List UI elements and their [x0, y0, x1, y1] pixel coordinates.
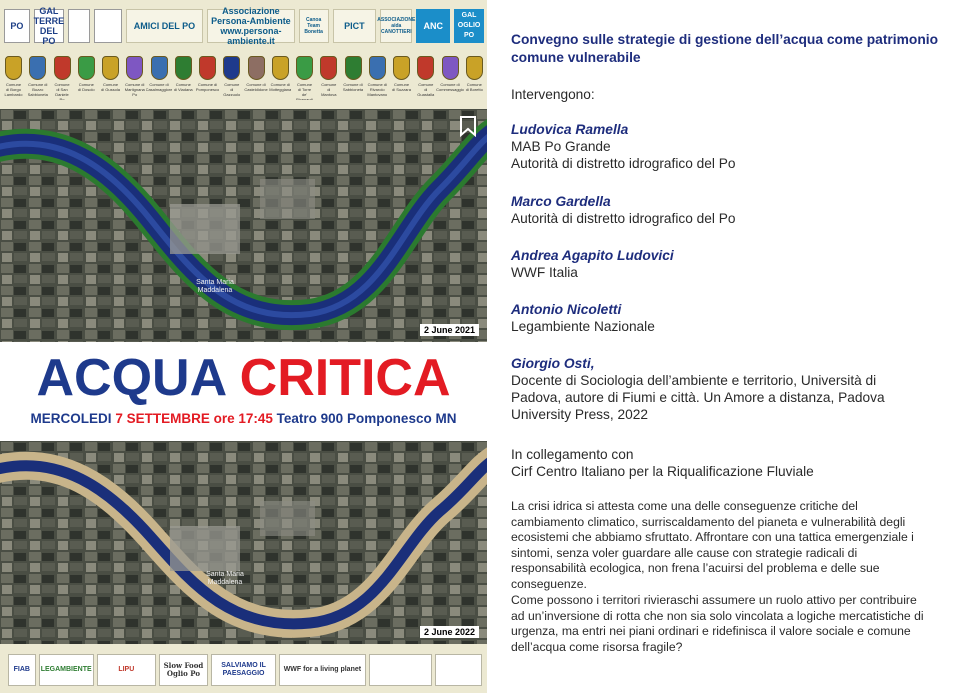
event-details — [0, 411, 487, 426]
bridge-logo — [369, 654, 432, 686]
crest-label: Comune di Commessaggio — [436, 82, 464, 92]
municipality-crest — [465, 56, 484, 106]
speaker-block — [511, 301, 655, 335]
speaker-affiliation: Docente di Sociologia dell’ambiente e territorio, Università di Padova, autore di Fiumi e città. Un Amore a distanza, Padova University Press, 2022 — [511, 373, 885, 422]
description-paragraph-1: La crisi idrica si attesta come una delle conseguenze critiche del cambiamento climatico, surriscaldamento del pianeta e vulnerabilità degli ecosistemi che abbiamo sfruttato. Affrontare con una tattica emergenziale i sintomi, senza voler guardare alle cause con strategie radicali di responsabilità ecologica, non frena l’acuirsi del problema e delle sue conseguenze. — [511, 499, 914, 591]
municipality-crest — [28, 56, 47, 106]
gal-terre-del-po-logo: GAL TERRE DEL PO — [33, 6, 65, 46]
speaker-affiliation: Legambiente Nazionale — [511, 319, 655, 334]
municipality-crest — [271, 56, 290, 106]
crest-shield-icon — [369, 56, 386, 80]
crest-shield-icon — [442, 56, 459, 80]
speaker-name: Ludovica Ramella — [511, 122, 629, 137]
slow-food-logo: Slow Food Oglio Po — [159, 654, 208, 686]
collegamento-label: In collegamento con — [511, 447, 634, 462]
conference-title: Convegno sulle strategie di gestione dell’acqua come patrimonio comune vulnerabile — [511, 32, 939, 65]
event-time: ore 17:45 — [213, 411, 273, 426]
poster-title — [0, 342, 487, 406]
crest-label: Comune di San Daniele Po — [54, 82, 70, 100]
speaker-affiliation: MAB Po Grande — [511, 139, 611, 154]
title-word-critica: CRITICA — [239, 349, 451, 407]
village-label-bottom: Santa Maria Maddalena — [206, 571, 244, 586]
municipality-crest — [416, 56, 435, 106]
crest-shield-icon — [102, 56, 119, 80]
speaker-affiliation: Autorità di distretto idrografico del Po — [511, 211, 736, 226]
speaker-block — [511, 193, 735, 227]
crest-shield-icon — [296, 56, 313, 80]
crest-shield-icon — [29, 56, 46, 80]
municipality-crest — [101, 56, 120, 106]
satellite-photo-2022 — [0, 441, 487, 644]
gal-oglio-po-logo: GAL OGLIO PO — [454, 9, 484, 43]
municipality-crest — [145, 56, 173, 106]
date-label-2022: 2 June 2022 — [420, 626, 479, 638]
lipu-logo: LIPU — [97, 654, 156, 686]
speaker-name: Giorgio Osti, — [511, 356, 595, 371]
municipality-crest — [125, 56, 144, 106]
rowing-logo — [68, 9, 90, 43]
municipality-crest — [195, 56, 220, 106]
satellite-image-2021 — [0, 109, 487, 342]
municipality-crest — [344, 56, 363, 106]
crest-label: Comune di Rivarolo Mantovano — [367, 82, 388, 97]
crest-shield-icon — [393, 56, 410, 80]
speaker-name: Andrea Agapito Ludovici — [511, 248, 674, 263]
event-date: 7 SETTEMBRE — [115, 411, 210, 426]
crest-shield-icon — [199, 56, 216, 80]
municipality-crest — [222, 56, 241, 106]
wwf-logo: WWF for a living planet — [279, 654, 366, 686]
crest-label: Comune di Bozzo Sabbioneta — [27, 82, 48, 97]
village-label-top: Santa Maria Maddalena — [196, 279, 234, 294]
crest-shield-icon — [320, 56, 337, 80]
legambiente-logo: LEGAMBIENTE — [39, 654, 94, 686]
satellite-image-2022 — [0, 441, 487, 644]
crest-shield-icon — [345, 56, 362, 80]
crest-label: Comune di Casalmaggiore — [145, 82, 173, 92]
bookshelf-logo — [94, 9, 122, 43]
speaker-block — [511, 121, 735, 172]
crest-shield-icon — [417, 56, 434, 80]
crest-shield-icon — [126, 56, 143, 80]
crest-label: Comune di Gussola — [101, 82, 120, 92]
municipality-crest — [77, 56, 96, 106]
crest-label: Comune di Martignana Po — [124, 82, 145, 97]
partner-logos-top — [4, 6, 484, 46]
crest-shield-icon — [248, 56, 265, 80]
speaker-affiliation: WWF Italia — [511, 265, 578, 280]
crest-shield-icon — [54, 56, 71, 80]
sponsor-logos-bottom — [8, 652, 482, 688]
crest-shield-icon — [78, 56, 95, 80]
po-logo: PO — [4, 9, 30, 43]
municipality-crest — [295, 56, 314, 106]
municipality-crest — [368, 56, 387, 106]
persona-ambiente-logo: Associazione Persona-Ambiente www.persona-ambiente.it — [207, 9, 295, 43]
speaker-name: Antonio Nicoletti — [511, 302, 622, 317]
municipality-crest — [436, 56, 464, 106]
speaker-affiliation: Autorità di distretto idrografico del Po — [511, 156, 736, 171]
title-band — [0, 342, 487, 441]
crest-shield-icon — [151, 56, 168, 80]
crest-label: Comune di Casteldidone — [244, 82, 268, 92]
crest-label: Comune di Sabbioneta — [342, 82, 364, 92]
speaker-block — [511, 355, 921, 423]
anc-logo: ANC — [416, 9, 450, 43]
crest-label: Comune di Guastalla — [417, 82, 435, 97]
crest-shield-icon — [272, 56, 289, 80]
crest-label: Comune di Boretto — [465, 82, 483, 92]
canottieri-logo: ASSOCIAZIONE aida CANOTTIERI — [380, 9, 412, 43]
description-paragraph-2: Come possono i territori rivieraschi assumere un ruolo attivo per contribuire ad un’inversione di rotta che non sia solo vincolata a logiche mercatistiche di urgenza, ma entri nei piani ordinari e ridefinisca il valore sociale e comune dell’acqua come risorsa fragile? — [511, 593, 924, 654]
municipality-crest — [4, 56, 23, 106]
cirf-organization: Cirf Centro Italiano per la Riqualificazione Fluviale — [511, 464, 814, 479]
speaker-name: Marco Gardella — [511, 194, 611, 209]
pict-logo: PICT — [333, 9, 377, 43]
ambiente-logo — [435, 654, 482, 686]
municipality-crest — [53, 56, 72, 106]
crest-label: Comune di Motteggiana — [269, 82, 292, 92]
crest-shield-icon — [466, 56, 483, 80]
event-place: Teatro 900 Pomponesco MN — [276, 411, 457, 426]
canoa-team-logo: Canoa Team Bonetta — [299, 9, 329, 43]
municipality-crest — [392, 56, 411, 106]
amici-del-po-logo: AMICI DEL PO — [126, 9, 204, 43]
bookmark-icon[interactable] — [457, 115, 479, 137]
crest-label: Comune di Mantova — [321, 82, 337, 97]
crest-label: Comune di Dosolo — [77, 82, 95, 92]
crest-label: Comune di Gazzuolo — [223, 82, 241, 97]
crest-shield-icon — [223, 56, 240, 80]
speaker-block — [511, 247, 674, 281]
crest-shield-icon — [175, 56, 192, 80]
municipality-crest — [174, 56, 193, 106]
satellite-photo-2021 — [0, 109, 487, 342]
speakers-heading: Intervengono: — [511, 87, 595, 102]
title-word-acqua: ACQUA — [36, 349, 226, 407]
date-label-2021: 2 June 2021 — [420, 324, 479, 336]
municipality-crest — [244, 56, 268, 106]
municipality-crests — [4, 56, 484, 106]
crest-label: Comune di Viadana — [173, 82, 193, 92]
crest-label: Comune di Pomponesco — [195, 82, 220, 92]
event-day: MERCOLEDI — [30, 411, 112, 426]
municipality-crest — [319, 56, 338, 106]
salviamo-paesaggio-logo: SALVIAMO IL PAESAGGIO — [211, 654, 276, 686]
crest-label: Comune di Suzzara — [392, 82, 411, 92]
fiab-logo: FIAB — [8, 654, 36, 686]
crest-label: Comune di Borgo Lambardo — [4, 82, 23, 97]
crest-shield-icon — [5, 56, 22, 80]
crest-label: Comune di Torre de' Picenardi — [296, 82, 313, 100]
